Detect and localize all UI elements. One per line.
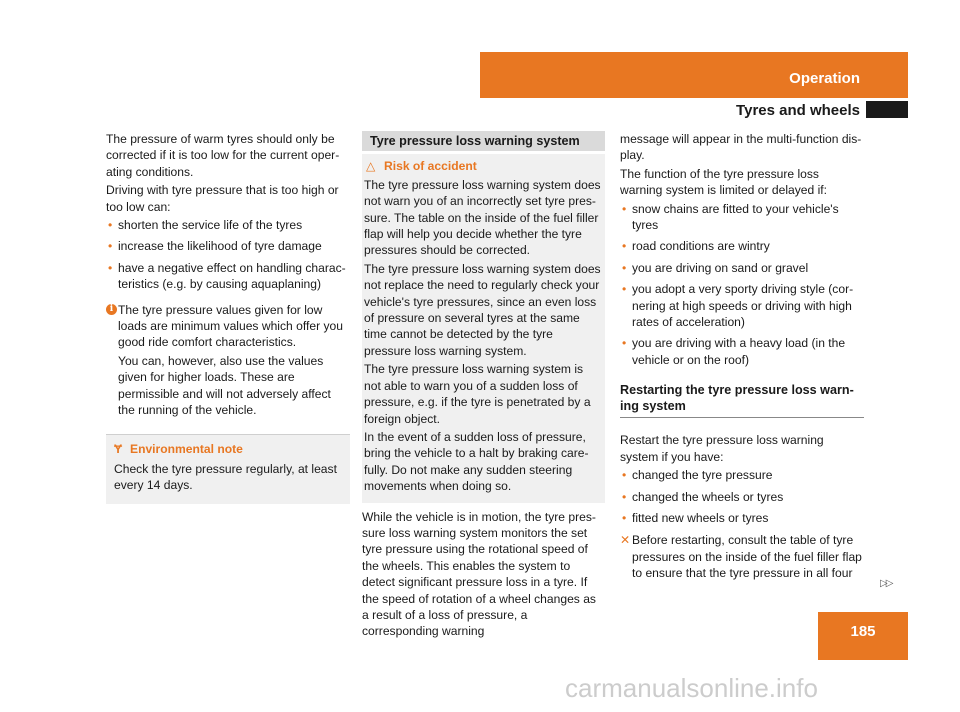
section-heading: Tyre pressure loss warning system: [362, 131, 605, 151]
column-2: [362, 131, 605, 642]
list-item: • you are driving on sand or gravel: [622, 260, 809, 275]
warning-text: The tyre pressure loss warning system is not able to warn you of a sudden loss of pressure, e.g. if the tyre is penetrated by a foreign object.: [364, 362, 591, 426]
bullet-icon: •: [622, 489, 627, 504]
list-item: • changed the wheels or tyres: [622, 489, 784, 504]
paragraph: Restart the tyre pressure loss warning system if you have:: [620, 433, 824, 464]
instruction-step: ✕ Before restarting, consult the table of tyre pressures on the inside of the fuel filler flap to ensure that the tyre pressure in all four: [620, 533, 862, 581]
thumb-tab: [866, 101, 908, 118]
bullet-icon: •: [622, 239, 627, 254]
step-arrow-icon: ✕: [620, 533, 631, 548]
list-item: • you are driving with a heavy load (in the vehicle or on the roof): [622, 336, 846, 367]
list-item: • fitted new wheels or tyres: [622, 510, 769, 525]
list-item: • shorten the service life of the tyres: [108, 218, 303, 233]
paragraph: The function of the tyre pressure loss warning system is limited or delayed if:: [620, 166, 828, 198]
warning-title: △ Risk of accident: [366, 159, 477, 174]
bullet-list: [106, 217, 350, 293]
environmental-note-text: Check the tyre pressure regularly, at least every 14 days.: [114, 461, 337, 493]
list-item: • road conditions are wintry: [622, 239, 770, 254]
column-1: [106, 131, 350, 504]
warning-text: In the event of a sudden loss of pressure, bring the vehicle to a halt by braking care-fully. Do not make any sudden steering movements when doing so.: [364, 429, 589, 494]
bullet-icon: •: [108, 260, 113, 275]
bullet-icon: •: [622, 468, 627, 483]
warning-text: The tyre pressure loss warning system does not replace the need to regularly check your vehicle's tyre pressures, since an even loss of pressure on several tyres at the same time cannot be detected by the tyre pressure loss warning system.: [364, 261, 601, 358]
page-title: Tyres and wheels: [736, 102, 860, 119]
watermark: carmanualsonline.info: [565, 673, 818, 703]
bullet-icon: •: [108, 239, 113, 254]
paragraph: While the vehicle is in motion, the tyre pres-sure loss warning system monitors the set tyre pressure using the rotational speed of the wheels. This enables the system to detect significant pressure loss in a tyre. If the speed of rotation of a wheel changes as a result of a loss of pressure, a corresponding warning: [362, 509, 596, 639]
paragraph: message will appear in the multi-function dis-play.: [620, 132, 862, 163]
bullet-icon: •: [622, 336, 627, 351]
info-text: You can, however, also use the values given for higher loads. These are permissible and will not adversely affect the running of the vehicle.: [118, 353, 331, 418]
bullet-icon: •: [622, 201, 627, 216]
warning-triangle-icon: △: [366, 159, 376, 174]
bullet-list: [620, 467, 864, 526]
bullet-icon: •: [622, 260, 627, 275]
bullet-icon: •: [622, 282, 627, 297]
list-item: • snow chains are fitted to your vehicle's tyres: [622, 201, 839, 233]
paragraph: Driving with tyre pressure that is too high or too low can:: [106, 183, 339, 214]
bullet-icon: •: [108, 218, 113, 233]
list-item: • increase the likelihood of tyre damage: [108, 239, 322, 254]
info-note: [106, 302, 350, 419]
leaf-icon: Ɏ: [114, 441, 123, 456]
environmental-note-box: [106, 434, 350, 504]
section-tab: [480, 52, 908, 98]
list-item: • you adopt a very sporty driving style (cor-nering at high speeds or driving with high rates of acceleration): [622, 282, 854, 330]
warning-box: [362, 154, 605, 502]
column-3: [620, 131, 864, 582]
info-icon: i: [106, 304, 117, 315]
info-text: The tyre pressure values given for low loads are minimum values which offer you good ride comfort characteristics.: [118, 302, 343, 350]
list-item: • changed the tyre pressure: [622, 468, 773, 483]
page-number: 185: [818, 612, 908, 660]
environmental-note-title: Ɏ Environmental note: [114, 441, 243, 456]
bullet-icon: •: [622, 510, 627, 525]
section-title: Operation: [789, 70, 860, 87]
continued-icon: ▷▷: [880, 578, 892, 589]
paragraph: The pressure of warm tyres should only be corrected if it is too low for the current oper-ating conditions.: [106, 132, 340, 179]
subsection-heading: Restarting the tyre pressure loss warn-ing system: [620, 382, 864, 418]
list-item: • have a negative effect on handling charac-teristics (e.g. by causing aquaplaning): [108, 260, 346, 292]
bullet-list: [620, 201, 864, 369]
warning-text: The tyre pressure loss warning system does not warn you of an incorrectly set tyre pres-sure. The table on the inside of the fuel filler flap will help you decide whether the tyre pressures should be corrected.: [364, 177, 601, 258]
